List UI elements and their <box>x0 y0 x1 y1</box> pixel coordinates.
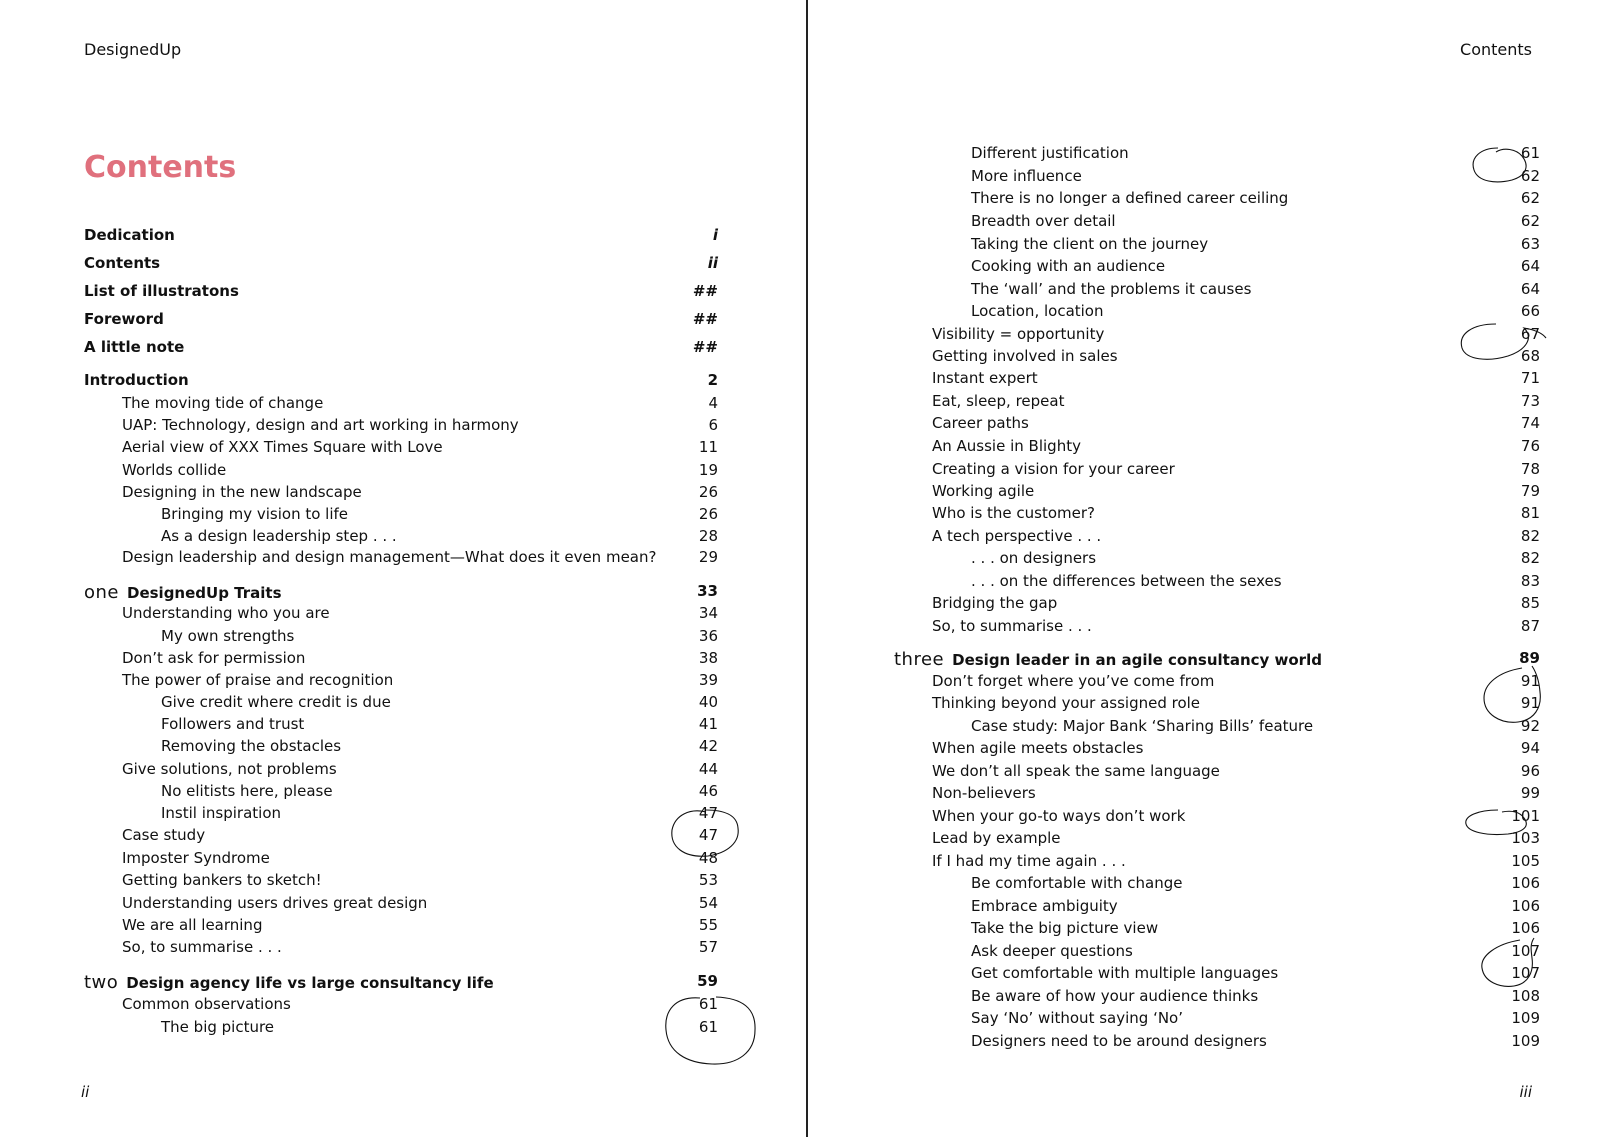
toc-entry-label: Instant expert <box>932 369 1038 387</box>
toc-entry-label: Foreword <box>84 310 164 328</box>
toc-entry <box>894 694 1540 714</box>
chapter-number: two <box>84 972 119 993</box>
toc-page-number: 59 <box>697 972 718 990</box>
toc-entry-label: We don’t all speak the same language <box>932 762 1220 780</box>
toc-entry-label: Creating a vision for your career <box>932 460 1175 478</box>
toc-page-number: 38 <box>698 649 718 667</box>
toc-page-number: 26 <box>698 505 718 523</box>
toc-entry <box>894 572 1540 592</box>
toc-entry-label <box>84 582 282 603</box>
toc-page-number: 92 <box>1520 717 1540 735</box>
toc-chapter-entry <box>84 582 718 602</box>
toc-page-number: 76 <box>1520 437 1540 455</box>
toc-page-number: 82 <box>1520 527 1540 545</box>
toc-entry <box>894 1009 1540 1029</box>
toc-page-number: ## <box>692 282 718 300</box>
toc-page-number: 47 <box>698 804 718 822</box>
toc-entry <box>894 1032 1540 1052</box>
toc-entry <box>894 807 1540 827</box>
toc-entry-label <box>84 972 494 993</box>
toc-entry-label: Aerial view of XXX Times Square with Love <box>122 438 443 456</box>
toc-page-number: 105 <box>1511 852 1540 870</box>
toc-page-number: 41 <box>698 715 718 733</box>
toc-entry-label: Common observations <box>122 995 291 1013</box>
toc-entry <box>84 649 718 669</box>
toc-page-number: 33 <box>697 582 718 600</box>
toc-entry <box>894 784 1540 804</box>
toc-entry <box>894 672 1540 692</box>
toc-page-number: 67 <box>1520 325 1540 343</box>
toc-entry-label: Don’t forget where you’ve come from <box>932 672 1215 690</box>
toc-entry-label: Who is the customer? <box>932 504 1096 522</box>
toc-page-number: 46 <box>698 782 718 800</box>
toc-page-number: 2 <box>707 371 718 389</box>
toc-chapter-entry <box>84 972 718 992</box>
toc-page-number: 53 <box>698 871 718 889</box>
toc-entry <box>894 437 1540 457</box>
toc-entry-label: Get comfortable with multiple languages <box>971 964 1279 982</box>
toc-page-number: 101 <box>1511 807 1540 825</box>
toc-page-number: 26 <box>698 483 718 501</box>
toc-entry <box>894 527 1540 547</box>
toc-entry-label: Design leadership and design management—What does it even mean? <box>122 548 657 566</box>
toc-entry <box>84 916 718 936</box>
toc-entry <box>84 338 718 358</box>
toc-entry <box>84 548 718 568</box>
toc-entry <box>84 416 718 436</box>
toc-entry-label: The big picture <box>161 1018 275 1036</box>
toc-page-number: 54 <box>698 894 718 912</box>
toc-page-number: 40 <box>698 693 718 711</box>
chapter-number: three <box>894 649 945 670</box>
toc-page-number: 106 <box>1511 919 1540 937</box>
toc-entry-label: Give credit where credit is due <box>161 693 391 711</box>
toc-entry <box>84 1018 718 1038</box>
toc-page-number: 91 <box>1520 672 1540 690</box>
toc-entry <box>894 852 1540 872</box>
toc-entry-label: When your go-to ways don’t work <box>932 807 1186 825</box>
toc-entry-label: Removing the obstacles <box>161 737 342 755</box>
running-head: DesignedUp <box>84 40 182 59</box>
toc-page-number: 44 <box>698 760 718 778</box>
toc-entry <box>894 919 1540 939</box>
chapter-title: Design leader in an agile consultancy world <box>952 651 1322 669</box>
toc-page-number: 62 <box>1520 212 1540 230</box>
toc-page-number: 63 <box>1520 235 1540 253</box>
toc-entry <box>894 325 1540 345</box>
toc-entry <box>894 414 1540 434</box>
toc-entry <box>84 671 718 691</box>
toc-page-number: ## <box>692 310 718 328</box>
toc-page-number: 106 <box>1511 897 1540 915</box>
toc-entry <box>894 874 1540 894</box>
toc-page-number: 64 <box>1520 257 1540 275</box>
toc-entry-label: List of illustratons <box>84 282 239 300</box>
toc-entry-label: Imposter Syndrome <box>122 849 270 867</box>
toc-entry-label: As a design leadership step . . . <box>161 527 397 545</box>
toc-entry <box>894 897 1540 917</box>
toc-entry-label: So, to summarise . . . <box>122 938 282 956</box>
toc-entry-label: Designers need to be around designers <box>971 1032 1267 1050</box>
toc-page-number: ## <box>692 338 718 356</box>
toc-entry <box>84 310 718 330</box>
toc-entry-label: Instil inspiration <box>161 804 281 822</box>
toc-page-number: 94 <box>1520 739 1540 757</box>
toc-entry <box>894 280 1540 300</box>
toc-entry <box>84 737 718 757</box>
toc-entry <box>894 762 1540 782</box>
toc-page-number: 81 <box>1520 504 1540 522</box>
toc-page-number: 83 <box>1520 572 1540 590</box>
toc-entry-label: The power of praise and recognition <box>122 671 394 689</box>
toc-entry-label: Career paths <box>932 414 1029 432</box>
toc-entry-label: Lead by example <box>932 829 1061 847</box>
toc-entry-label: Bridging the gap <box>932 594 1058 612</box>
toc-page-number: 61 <box>698 1018 718 1036</box>
toc-entry-label: Getting involved in sales <box>932 347 1118 365</box>
toc-entry-label: Give solutions, not problems <box>122 760 337 778</box>
toc-entry-label: Thinking beyond your assigned role <box>932 694 1201 712</box>
toc-page-number: 108 <box>1511 987 1540 1005</box>
toc-page-number: 78 <box>1520 460 1540 478</box>
toc-entry-label: Case study: Major Bank ‘Sharing Bills’ feature <box>971 717 1314 735</box>
toc-page-number: 42 <box>698 737 718 755</box>
toc-page-number: 68 <box>1520 347 1540 365</box>
toc-entry-label: A little note <box>84 338 185 356</box>
toc-entry <box>894 482 1540 502</box>
toc-entry-label: When agile meets obstacles <box>932 739 1144 757</box>
toc-entry <box>894 717 1540 737</box>
toc-entry <box>894 987 1540 1007</box>
toc-entry-label: Working agile <box>932 482 1035 500</box>
toc-entry-label: Location, location <box>971 302 1104 320</box>
toc-entry <box>894 212 1540 232</box>
chapter-title: DesignedUp Traits <box>127 584 282 602</box>
toc-entry <box>84 254 718 274</box>
toc-entry <box>84 871 718 891</box>
toc-entry <box>84 505 718 525</box>
toc-entry <box>84 371 718 391</box>
toc-entry <box>84 604 718 624</box>
toc-entry <box>84 804 718 824</box>
toc-chapter-entry <box>894 649 1540 669</box>
toc-entry-label: A tech perspective . . . <box>932 527 1102 545</box>
toc-entry <box>894 302 1540 322</box>
toc-page-number: 85 <box>1520 594 1540 612</box>
toc-entry <box>894 235 1540 255</box>
right-page <box>808 0 1608 1137</box>
toc-page-number: 29 <box>698 548 718 566</box>
toc-entry <box>894 189 1540 209</box>
toc-page-number: 34 <box>698 604 718 622</box>
page-number-folio: iii <box>1519 1083 1532 1101</box>
toc-entry-label: The ‘wall’ and the problems it causes <box>971 280 1252 298</box>
toc-entry <box>894 392 1540 412</box>
toc-entry-label: . . . on the differences between the sexes <box>971 572 1282 590</box>
toc-entry-label: Non-believers <box>932 784 1036 802</box>
toc-entry-label: UAP: Technology, design and art working in harmony <box>122 416 519 434</box>
toc-entry-label: Different justification <box>971 144 1129 162</box>
toc-entry-label: Ask deeper questions <box>971 942 1133 960</box>
toc-entry <box>84 394 718 414</box>
toc-page-number: 89 <box>1519 649 1540 667</box>
toc-page-number: 82 <box>1520 549 1540 567</box>
toc-page-number: 47 <box>698 826 718 844</box>
toc-entry <box>894 829 1540 849</box>
toc-entry-label: My own strengths <box>161 627 295 645</box>
toc-entry-label: Don’t ask for permission <box>122 649 306 667</box>
toc-page-number: i <box>712 226 718 244</box>
page-title: Contents <box>84 150 237 185</box>
toc-entry <box>84 483 718 503</box>
toc-entry-label: Breadth over detail <box>971 212 1116 230</box>
toc-entry-label: Understanding who you are <box>122 604 330 622</box>
toc-entry <box>894 460 1540 480</box>
toc-entry-label: Take the big picture view <box>971 919 1159 937</box>
toc-entry-label: Worlds collide <box>122 461 227 479</box>
toc-page-number: 62 <box>1520 189 1540 207</box>
toc-entry <box>894 964 1540 984</box>
toc-page-number: 74 <box>1520 414 1540 432</box>
toc-entry-label: Contents <box>84 254 161 272</box>
toc-entry <box>894 347 1540 367</box>
toc-entry-label: More influence <box>971 167 1082 185</box>
toc-page-number: 103 <box>1511 829 1540 847</box>
toc-entry <box>894 504 1540 524</box>
toc-entry <box>84 782 718 802</box>
toc-entry-label: . . . on designers <box>971 549 1097 567</box>
toc-page-number: 109 <box>1511 1032 1540 1050</box>
toc-entry <box>894 594 1540 614</box>
page-number-folio: ii <box>81 1083 90 1101</box>
toc-page-number: 61 <box>698 995 718 1013</box>
toc-entry-label: Say ‘No’ without saying ‘No’ <box>971 1009 1183 1027</box>
toc-entry <box>894 942 1540 962</box>
toc-entry <box>84 693 718 713</box>
toc-page-number: 66 <box>1520 302 1540 320</box>
toc-entry <box>894 144 1540 164</box>
toc-page-number: 87 <box>1520 617 1540 635</box>
toc-page-number: 64 <box>1520 280 1540 298</box>
toc-entry-label: Be comfortable with change <box>971 874 1183 892</box>
toc-page-number: 107 <box>1511 964 1540 982</box>
toc-entry-label: Designing in the new landscape <box>122 483 362 501</box>
toc-entry <box>84 760 718 780</box>
chapter-number: one <box>84 582 119 603</box>
toc-page-number: 11 <box>698 438 718 456</box>
toc-page-number: ii <box>707 254 718 272</box>
toc-page-number: 91 <box>1520 694 1540 712</box>
toc-page-number: 106 <box>1511 874 1540 892</box>
toc-entry-label: The moving tide of change <box>122 394 324 412</box>
toc-entry-label: Visibility = opportunity <box>932 325 1105 343</box>
toc-entry <box>84 282 718 302</box>
toc-entry-label: Dedication <box>84 226 175 244</box>
toc-entry-label <box>894 649 1322 670</box>
toc-entry <box>84 849 718 869</box>
toc-entry-label: Be aware of how your audience thinks <box>971 987 1259 1005</box>
toc-page-number: 96 <box>1520 762 1540 780</box>
toc-page-number: 73 <box>1520 392 1540 410</box>
toc-page-number: 36 <box>698 627 718 645</box>
toc-entry <box>84 438 718 458</box>
toc-entry-label: Followers and trust <box>161 715 305 733</box>
toc-entry-label: Getting bankers to sketch! <box>122 871 322 889</box>
toc-entry <box>84 461 718 481</box>
toc-page-number: 57 <box>698 938 718 956</box>
toc-entry-label: Bringing my vision to life <box>161 505 349 523</box>
toc-entry-label: Cooking with an audience <box>971 257 1166 275</box>
toc-page-number: 109 <box>1511 1009 1540 1027</box>
toc-page-number: 71 <box>1520 369 1540 387</box>
toc-page-number: 107 <box>1511 942 1540 960</box>
toc-page-number: 6 <box>708 416 718 434</box>
toc-entry <box>84 627 718 647</box>
toc-page-number: 55 <box>698 916 718 934</box>
toc-entry-label: If I had my time again . . . <box>932 852 1126 870</box>
toc-entry <box>894 369 1540 389</box>
toc-entry-label: Introduction <box>84 371 189 389</box>
toc-entry <box>894 617 1540 637</box>
toc-entry <box>84 826 718 846</box>
toc-page-number: 39 <box>698 671 718 689</box>
toc-entry-label: We are all learning <box>122 916 263 934</box>
toc-entry-label: There is no longer a defined career ceiling <box>971 189 1289 207</box>
toc-entry <box>84 527 718 547</box>
toc-entry <box>894 167 1540 187</box>
toc-entry <box>84 938 718 958</box>
toc-page-number: 28 <box>698 527 718 545</box>
toc-entry-label: Taking the client on the journey <box>971 235 1209 253</box>
toc-entry <box>894 739 1540 759</box>
toc-entry <box>84 226 718 246</box>
toc-page-number: 48 <box>698 849 718 867</box>
toc-entry <box>84 995 718 1015</box>
toc-entry <box>894 549 1540 569</box>
toc-page-number: 4 <box>708 394 718 412</box>
toc-entry <box>84 894 718 914</box>
toc-entry-label: Embrace ambiguity <box>971 897 1118 915</box>
chapter-title: Design agency life vs large consultancy life <box>126 974 494 992</box>
toc-page-number: 19 <box>698 461 718 479</box>
toc-page-number: 62 <box>1520 167 1540 185</box>
toc-entry-label: So, to summarise . . . <box>932 617 1092 635</box>
running-head: Contents <box>1460 40 1532 59</box>
toc-entry-label: No elitists here, please <box>161 782 333 800</box>
toc-entry <box>84 715 718 735</box>
toc-page-number: 61 <box>1520 144 1540 162</box>
toc-entry-label: Case study <box>122 826 206 844</box>
toc-entry-label: Understanding users drives great design <box>122 894 428 912</box>
toc-page-number: 79 <box>1520 482 1540 500</box>
toc-entry-label: Eat, sleep, repeat <box>932 392 1065 410</box>
toc-entry <box>894 257 1540 277</box>
toc-entry-label: An Aussie in Blighty <box>932 437 1081 455</box>
toc-page-number: 99 <box>1520 784 1540 802</box>
